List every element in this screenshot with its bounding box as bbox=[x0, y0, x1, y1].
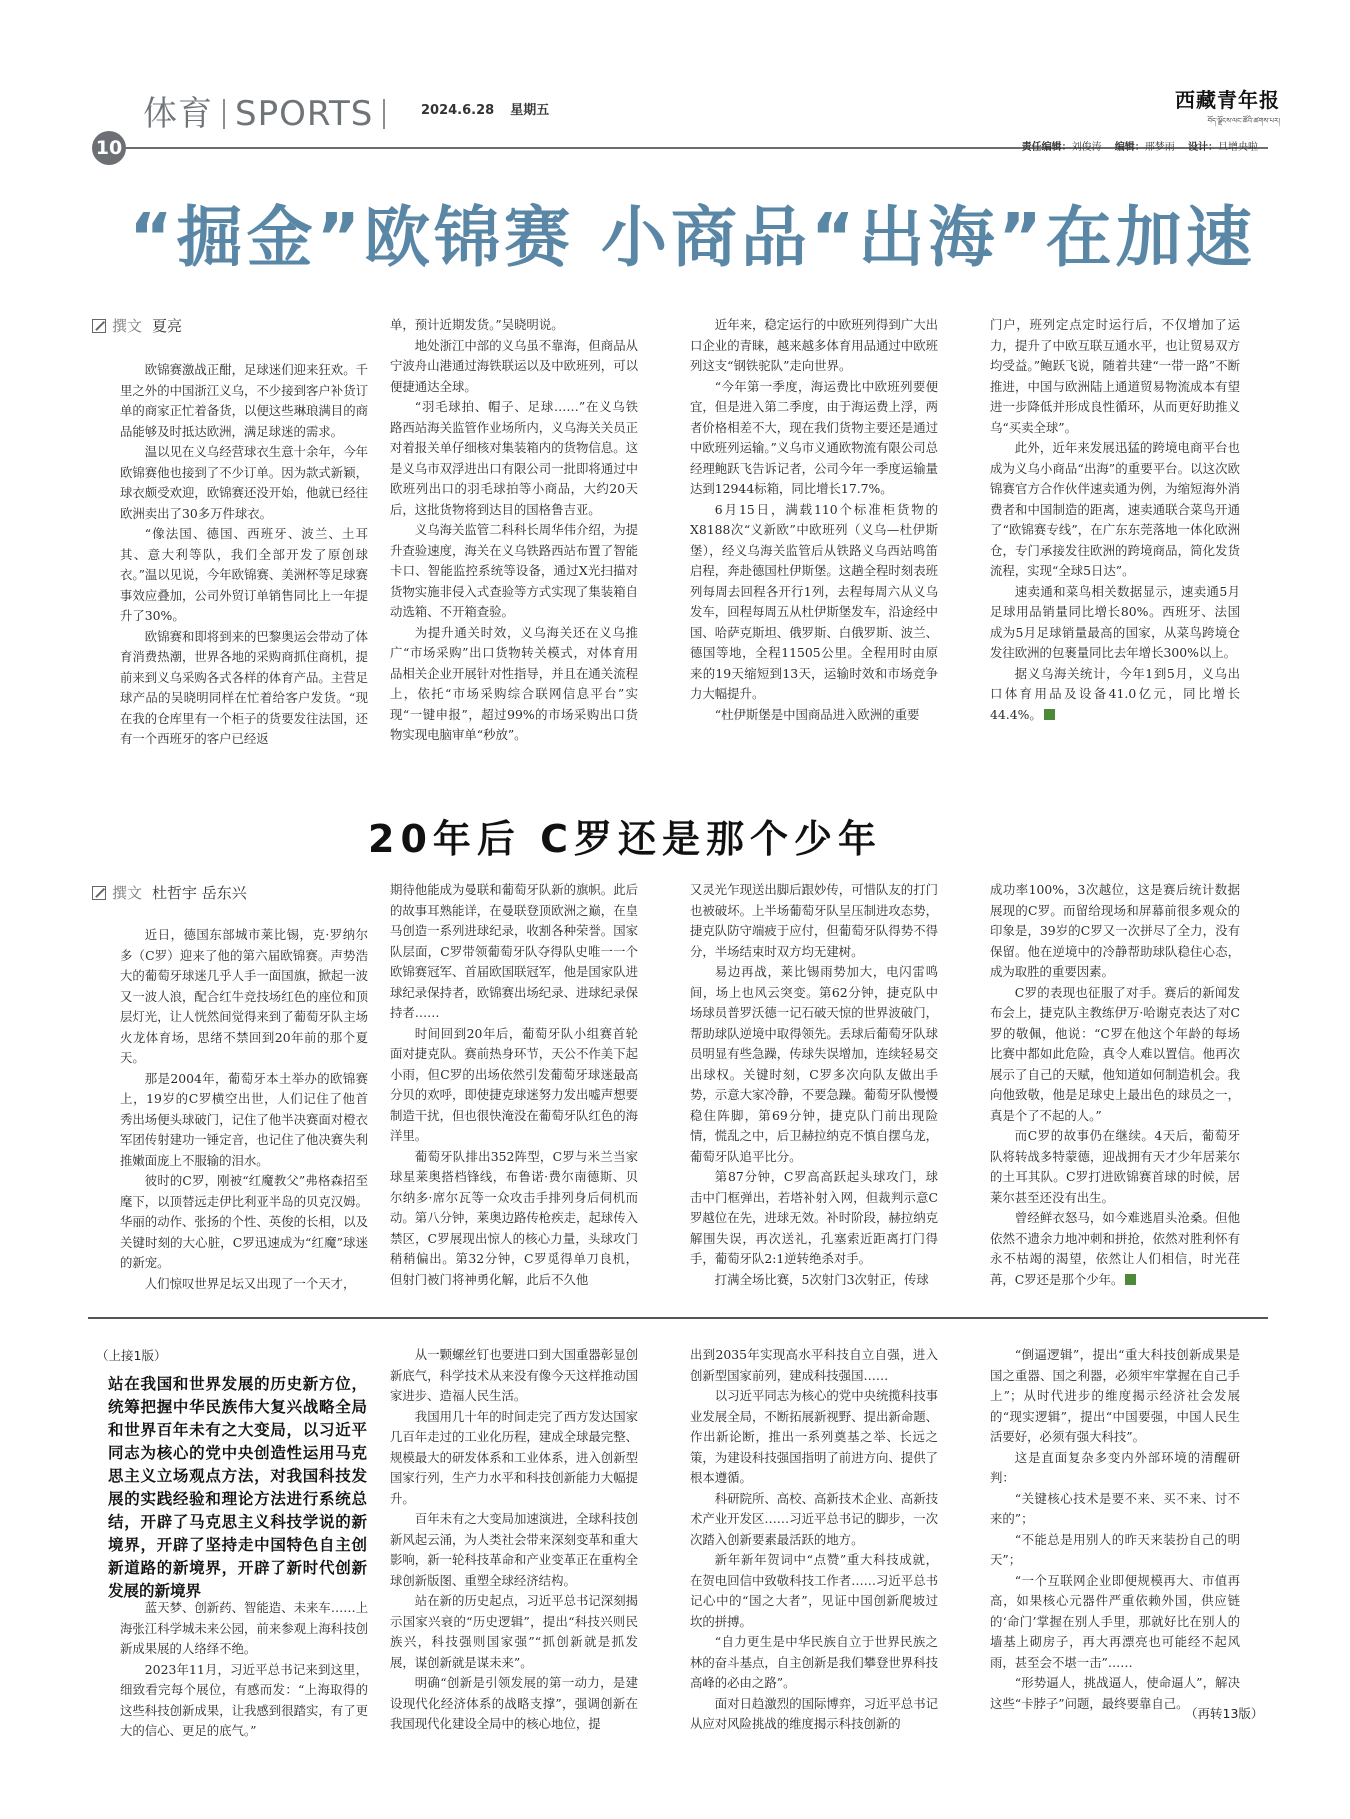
article1-column-4 bbox=[990, 315, 1240, 756]
byline-label: 撰文 bbox=[112, 884, 143, 902]
end-mark-icon bbox=[1125, 1274, 1136, 1285]
paragraph: 速卖通和菜鸟相关数据显示，速卖通5月足球用品销量同比增长80%。西班牙、法国成为5月足球销量最高的国家，从菜鸟跨境仓发往欧洲的包裹量同比去年增长300%以上。 bbox=[990, 583, 1240, 660]
paragraph: 欧锦赛和即将到来的巴黎奥运会带动了体育消费热潮，世界各地的采购商抓住商机，提前来到义乌采购各式各样的体育产品。主营足球产品的吴晓明同样在忙着给客户发货。“现在我的仓库里有一个柜子的货要发往法国，还有一个西班牙的客户已经返 bbox=[120, 628, 368, 746]
end-mark-icon bbox=[1044, 709, 1055, 720]
paragraph: 彼时的C罗，刚被“红魔教父”弗格森招至麾下，以顶替远走伊比利亚半岛的贝克汉姆。华丽的动作、张扬的个性、英俊的长相，以及关键时刻的大心脏，C罗迅速成为“红魔”球迷的新宠。 bbox=[120, 1173, 368, 1270]
byline-label: 撰文 bbox=[112, 317, 143, 335]
continued-lead: 站在我国和世界发展的历史新方位，统筹把握中华民族伟大复兴战略全局和世界百年未有之大变局，以习近平同志为核心的党中央创造性运用马克思主义立场观点方法，对我国科技发展的实践经验和理论方法进行系统总结，开辟了马克思主义科技学说的新境界，开辟了坚持走中国特色自主创新道路的新境界，开辟了新时代创新发展的新境界 bbox=[108, 1375, 367, 1600]
paragraph: “杜伊斯堡是中国商品进入欧洲的重要 bbox=[714, 706, 920, 722]
paragraph: 明确“创新是引领发展的第一动力，是建设现代化经济体系的战略支撑”，强调创新在我国现代化建设全局中的核心地位，提 bbox=[390, 1675, 638, 1731]
article2-byline bbox=[92, 882, 247, 903]
article2-column-4 bbox=[990, 880, 1240, 1297]
article2-column-2 bbox=[390, 880, 638, 1297]
paragraph: 近日，德国东部城市莱比锡，克·罗纳尔多（C罗）迎来了他的第六届欧锦赛。声势浩大的葡萄牙球迷几乎人手一面国旗，掀起一波又一波人浪，配合红牛竞技场红色的座位和顶层灯光，让人恍然间觉得来到了葡萄牙队主场火龙体育场，思绪不禁回到20年前的那个夏天。 bbox=[120, 927, 368, 1065]
paragraph: “一个互联网企业即便规模再大、市值再高，如果核心元器件严重依赖外国，供应链的‘命门’掌握在别人手里，那就好比在别人的墙基上砌房子，再大再漂亮也可能经不起风雨，甚至会不堪一击”…… bbox=[990, 1572, 1240, 1670]
paragraph: 新年新年贺词中“点赞”重大科技成就，在贺电回信中致敬科技工作者……习近平总书记心中的“国之大者”，见证中国创新爬坡过坎的拼搏。 bbox=[690, 1552, 938, 1629]
paragraph: “关键核心技术是要不来、买不来、讨不来的”； bbox=[990, 1490, 1240, 1526]
paragraph: “今年第一季度，海运费比中欧班列要便宜，但是进入第二季度，由于海运费上浮，两者价格相差不大，现在我们货物主要还是通过中欧班列运输。”义乌市义通欧物流有限公司总经理鲍跃飞告诉记者，公司今年一季度运输量达到12944标箱，同比增长17.7%。 bbox=[690, 378, 938, 496]
section-divider bbox=[383, 99, 385, 129]
author-name: 夏亮 bbox=[152, 317, 183, 335]
paragraph-last bbox=[990, 664, 1240, 726]
paragraph: 为提升通关时效，义乌海关还在义乌推广“市场采购”出口货物转关模式，对体育用品相关企业开展针对性指导，并且在通关流程上，依托“市场采购综合联网信息平台”实现“一键申报”，超过99%的市场采购出口货物实现电脑审单“秒放”。 bbox=[390, 624, 638, 742]
paragraph: 期待他能成为曼联和葡萄牙队新的旗帜。此后的故事耳熟能详，在曼联登顶欧洲之巅，在皇马创造一系列进球纪录，收割各种荣誉。国家队层面，C罗带领葡萄牙队夺得队史唯一一个欧锦赛冠军、首届欧国联冠军，他是国家队进球纪录保持者，欧锦赛出场纪录、进球纪录保持者…… bbox=[390, 882, 638, 1020]
editor-role: 编辑： bbox=[1114, 142, 1145, 153]
paragraph-text: 曾经鲜衣怒马，如今难逃眉头沧桑。但他依然不遗余力地冲刺和拼抢，依然对胜利怀有永不枯竭的渴望，依然让人们相信，时光荏苒，C罗还是那个少年。 bbox=[990, 1210, 1240, 1287]
paragraph: “形势逼人，挑战逼人，使命逼人”，解决这些“卡脖子”问题，最终要靠自己。 bbox=[990, 1675, 1240, 1711]
paragraph: 近年来，稳定运行的中欧班列得到广大出口企业的青睐，越来越多体育用品通过中欧班列这支“钢铁驼队”走向世界。 bbox=[690, 317, 938, 373]
article2-column-1 bbox=[120, 925, 368, 1297]
paragraph: 打满全场比赛，5次射门3次射正，传球 bbox=[714, 1271, 929, 1287]
paragraph: 科研院所、高校、高新技术企业、高新技术产业开发区……习近平总书记的脚步，一次次踏入创新要素最活跃的地方。 bbox=[690, 1490, 938, 1547]
continued-column-3 bbox=[690, 1345, 938, 1731]
paragraph: 这是直面复杂多变内外部环境的清醒研判： bbox=[990, 1449, 1240, 1485]
paragraph: 6月15日，满载110个标准柜货物的X8188次“义新欧”中欧班列（义乌—杜伊斯堡），经义乌海关监管后从铁路义乌西站鸣笛启程，奔赴德国杜伊斯堡。这趟全程时刻表班列每周去回程各开行1列，去程每周六从义乌发车，回程每周五从杜伊斯堡发车，沿途经中国、哈萨克斯坦、俄罗斯、白俄罗斯、波兰、德国等地，全程11505公里。全程用时由原来的19天缩短到13天，运输时效和市场竞争力大幅提升。 bbox=[690, 501, 938, 701]
date-text: 2024.6.28 bbox=[421, 103, 495, 118]
author-name: 杜哲宇 岳东兴 bbox=[152, 884, 247, 902]
paragraph: 易边再战，莱比锡雨势加大，电闪雷鸣间，场上也风云突变。第62分钟，捷克队中场球员普罗沃德一记石破天惊的世界波破门，帮助球队逆境中取得领先。丢球后葡萄牙队球员明显有些急躁，传球失误增加，连续轻易交出球权。关键时刻，C罗多次向队友做出手势，示意大家冷静，不要急躁。葡萄牙队慢慢稳住阵脚，第69分钟，捷克队门前出现险情，慌乱之中，后卫赫拉纳克不慎自摆乌龙，葡萄牙队追平比分。 bbox=[690, 964, 938, 1164]
paragraph: “不能总是用别人的昨天来装扮自己的明天”； bbox=[990, 1531, 1240, 1567]
section-divider-rule bbox=[88, 1317, 1268, 1319]
section-title bbox=[143, 86, 395, 135]
continued-column-4 bbox=[990, 1345, 1240, 1711]
paragraph: 义乌海关监管二科科长周华伟介绍，为提升查验速度，海关在义乌铁路西站布置了智能卡口、智能监控系统等设备，通过X光扫描对货物实施非侵入式查验等方式实现了集装箱自动选箱、不开箱查验。 bbox=[390, 522, 638, 619]
paragraph: 时间回到20年后，葡萄牙队小组赛首轮面对捷克队。赛前热身环节，天公不作美下起小雨，但C罗的出场依然引发葡萄牙球迷最高分贝的欢呼，即使捷克球迷努力发出嘘声想要制造干扰，但也很快淹没在葡萄牙队红色的海洋里。 bbox=[390, 1025, 638, 1143]
pen-icon bbox=[92, 886, 106, 900]
editor-name: 邢梦雨 bbox=[1144, 142, 1175, 153]
paragraph: 又灵光乍现送出脚后跟妙传，可惜队友的打门也被破坏。上半场葡萄牙队呈压制进攻态势，捷克队防守端疲于应付，但葡萄牙队得势不得分，半场结束时双方均无建树。 bbox=[690, 882, 938, 959]
paragraph: 站在新的历史起点，习近平总书记深刻揭示国家兴衰的“历史逻辑”，提出“科技兴则民族兴，科技强则国家强”“抓创新就是抓发展，谋创新就是谋未来”。 bbox=[390, 1593, 638, 1670]
paragraph: 门户，班列定点定时运行后，不仅增加了运力，提升了中欧互联互通水平，也让贸易双方均受益。”鲍跃飞说，随着共建“一带一路”不断推进，中国与欧洲陆上通道贸易物流成本有望进一步降低并形成良性循环，从而更好助推义乌“买卖全球”。 bbox=[990, 317, 1240, 435]
paragraph: 而C罗的故事仍在继续。4天后，葡萄牙队将转战多特蒙德，迎战拥有天才少年居莱尔的土耳其队。C罗打进欧锦赛首球的时候，居莱尔甚至还没有出生。 bbox=[990, 1128, 1240, 1205]
article1-column-3 bbox=[690, 315, 938, 756]
editor-name: 刘俊涛 bbox=[1071, 142, 1102, 153]
paragraph: 温以见在义乌经营球衣生意十余年，今年欧锦赛他也接到了不少订单。因为款式新颖，球衣颇受欢迎，欧锦赛还没开始，他就已经往欧洲卖出了30多万件球衣。 bbox=[120, 444, 368, 521]
article1-column-1 bbox=[120, 360, 368, 756]
section-title-cn: 体育 bbox=[143, 94, 213, 134]
pen-icon bbox=[92, 319, 106, 333]
designer-role: 设计： bbox=[1188, 142, 1218, 153]
masthead-logo bbox=[1175, 84, 1280, 133]
paper-name-tibetan: བོད་ལྗོངས་ལང་ཚོའི་ཚགས་པར། bbox=[1207, 117, 1280, 125]
paragraph: 此外，近年来发展迅猛的跨境电商平台也成为义乌小商品“出海”的重要平台。以这次欧锦赛官方合作伙伴速卖通为例，为缩短海外消费者和中国制造的距离，速卖通联合菜鸟开通了“欧锦赛专线”，在广东东莞落地一体化欧洲仓，专门承接发往欧洲的跨境商品，简化发货流程，实现“全球5日达”。 bbox=[990, 440, 1240, 578]
designer-name: 旦增央啦 bbox=[1218, 142, 1258, 153]
section-title-en: SPORTS bbox=[235, 94, 374, 134]
article1-byline bbox=[92, 315, 182, 336]
continued-to-label: （再转13版） bbox=[1185, 1706, 1264, 1721]
paragraph: 百年未有之大变局加速演进，全球科技创新风起云涌，为人类社会带来深刻变革和重大影响，新一轮科技革命和产业变革正在重构全球创新版图、重塑全球经济结构。 bbox=[390, 1511, 638, 1588]
editor-credits bbox=[1022, 138, 1268, 153]
article2-column-3 bbox=[690, 880, 938, 1297]
section-divider bbox=[223, 99, 225, 129]
paragraph: “倒逼逻辑”，提出“重大科技创新成果是国之重器、国之利器，必须牢牢掌握在自己手上”；从时代进步的维度揭示经济社会发展的“现实逻辑”，提出“中国要强，中国人民生活要好，必须有强大科技”。 bbox=[990, 1347, 1240, 1444]
paragraph: 葡萄牙队排出352阵型，C罗与米兰当家球星莱奥搭档锋线，布鲁诺·费尔南德斯、贝尔纳多·席尔瓦等一众攻击手排列身后伺机而动。第八分钟，莱奥边路传枪疾走，起球传入禁区，C罗展现出惊人的核心力量，头球攻门稍稍偏出。第32分钟，C罗觅得单刀良机，但射门被门将神勇化解，此后不久他 bbox=[390, 1148, 638, 1287]
paragraph: 那是2004年，葡萄牙本土举办的欧锦赛上，19岁的C罗横空出世，人们记住了他首秀出场便头球破门，记住了他半决赛面对橙衣军团传射建功一锤定音，也记住了他决赛失利推嫩面庞上不服输的泪水。 bbox=[120, 1070, 368, 1168]
issue-date bbox=[421, 99, 565, 118]
article2-headline: 20年后 C罗还是那个少年 bbox=[368, 817, 882, 861]
paragraph: 2023年11月，习近平总书记来到这里，细致看完每个展位，有感而发：“上海取得的这些科技创新成果，让我感到很踏实，有了更大的信心、更足的底气。” bbox=[120, 1661, 368, 1738]
paragraph: 以习近平同志为核心的党中央统揽科技事业发展全局，不断拓展新视野、提出新命题、作出新论断，推出一系列奠基之举、长远之策，为建设科技强国指明了前进方向、提供了根本遵循。 bbox=[690, 1388, 938, 1485]
paragraph: “像法国、德国、西班牙、波兰、土耳其、意大利等队，我们全部开发了原创球衣。”温以见说，今年欧锦赛、美洲杯等足球赛事效应叠加，公司外贸订单销售同比上一年提升了30%。 bbox=[120, 526, 368, 623]
paragraph: 第87分钟，C罗高高跃起头球攻门，球击中门框弹出，若塔补射入网，但裁判示意C罗越位在先，进球无效。补时阶段，赫拉纳克解围失误，再次送礼，孔塞索近距离打门得手，葡萄牙队2:1逆转绝杀对手。 bbox=[690, 1169, 938, 1266]
paragraph: “羽毛球拍、帽子、足球……”在义乌铁路西站海关监管作业场所内，义乌海关关员正对着报关单仔细核对集装箱内的货物信息。这是义乌市双浮进出口有限公司一批即将通过中欧班列出口的羽毛球拍等小商品，大约20天后，这批货物将到达目的国格鲁吉亚。 bbox=[390, 399, 638, 517]
paragraph: 单，预计近期发货。”吴晓明说。 bbox=[390, 317, 564, 332]
paragraph-last bbox=[990, 1208, 1240, 1290]
paragraph: 出到2035年实现高水平科技自立自强，进入创新型国家前列，建成科技强国…… bbox=[690, 1347, 938, 1383]
page-number-badge: 10 bbox=[92, 131, 126, 165]
paragraph: 我国用几十年的时间走完了西方发达国家几百年走过的工业化历程，建成全球最完整、规模最大的研发体系和工业体系，进入创新型国家行列，生产力水平和科技创新能力大幅提升。 bbox=[390, 1408, 638, 1506]
paragraph: “自力更生是中华民族自立于世界民族之林的奋斗基点，自主创新是我们攀登世界科技高峰的必由之路”。 bbox=[690, 1634, 938, 1690]
paragraph: 从一颗螺丝钉也要进口到大国重器彰显创新底气，科学技术从来没有像今天这样推动国家进步、造福人民生活。 bbox=[390, 1347, 638, 1403]
paper-name: 西藏青年报 bbox=[1175, 88, 1280, 112]
editor-role: 责任编辑： bbox=[1021, 142, 1072, 153]
article1-headline: “掘金”欧锦赛 小商品“出海”在加速 bbox=[129, 199, 1256, 276]
paragraph: 成功率100%，3次越位，这是赛后统计数据展现的C罗。而留给现场和屏幕前很多观众的印象是，39岁的C罗又一次拼尽了全力，没有保留。他在逆境中的冷静帮助球队稳住心态，成为取胜的重要因素。 bbox=[990, 882, 1240, 979]
paragraph: 欧锦赛激战正酣，足球迷们迎来狂欢。千里之外的中国浙江义乌，不少接到客户补货订单的商家正忙着备货，以便这些琳琅满目的商品能够及时抵达欧洲，满足球迷的需求。 bbox=[120, 362, 368, 439]
paragraph-text: 据义乌海关统计，今年1到5月，义乌出口体育用品及设备41.0亿元，同比增长44.4%。 bbox=[990, 665, 1240, 722]
paragraph: 人们惊叹世界足坛又出现了一个天才， bbox=[144, 1275, 356, 1291]
paragraph: 地处浙江中部的义乌虽不靠海，但商品从宁波舟山港通过海铁联运以及中欧班列，可以便捷通达全球。 bbox=[390, 337, 638, 394]
continued-column-2 bbox=[390, 1345, 638, 1731]
continued-column-1 bbox=[120, 1598, 368, 1738]
paragraph: 面对日趋激烈的国际博弈，习近平总书记从应对风险挑战的维度揭示科技创新的 bbox=[690, 1695, 938, 1731]
weekday-text: 星期五 bbox=[510, 103, 550, 118]
continued-from-label: （上接1版） bbox=[96, 1348, 167, 1363]
paragraph: 蓝天梦、创新药、智能造、未来车……上海张江科学城未来公园，前来参观上海科技创新成果展的人络绎不绝。 bbox=[120, 1600, 368, 1656]
article1-column-2 bbox=[390, 315, 638, 756]
paragraph: C罗的表现也征服了对手。赛后的新闻发布会上，捷克队主教练伊万·哈谢克表达了对C罗的敬佩，他说：“C罗在他这个年龄的每场比赛中都如此危险，真令人难以置信。他再次展示了自己的天赋，他知道如何制造机会。我向他致敬，他是足球史上最出色的球员之一，真是个了不起的人。” bbox=[990, 984, 1240, 1123]
